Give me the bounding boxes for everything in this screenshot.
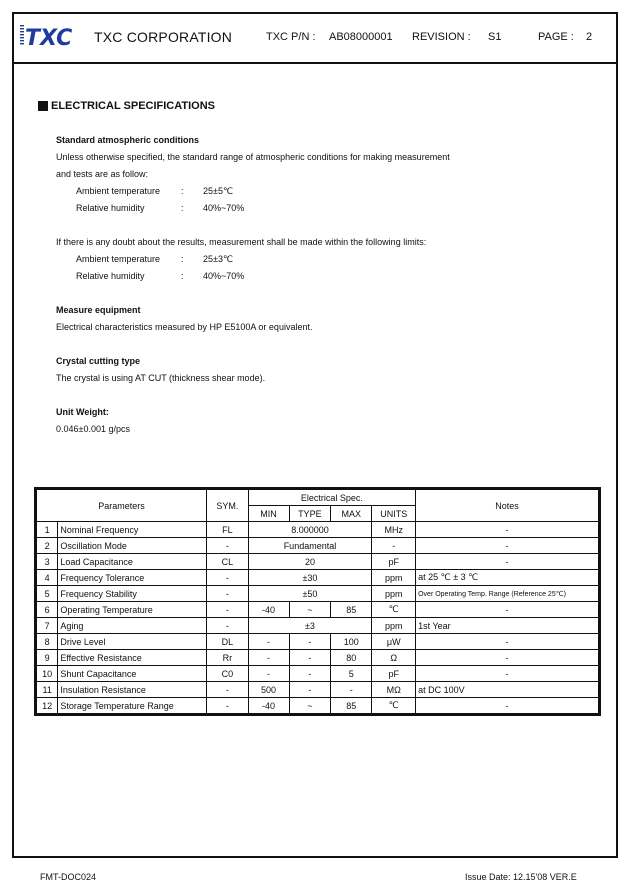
row-number: 6 [36,602,58,618]
row-number: 2 [36,538,58,554]
row-number: 10 [36,666,58,682]
row-units: pF [372,666,416,682]
row-notes: at 25 ℃ ± 3 ℃ [416,570,600,586]
table-row [36,634,600,650]
row-number: 8 [36,634,58,650]
header-notes: Notes [416,489,600,522]
atmos-line2: and tests are as follow: [56,169,149,179]
row-max: 85 [331,698,372,715]
header-min: MIN [248,506,289,522]
table-row [36,538,600,554]
row-symbol: - [207,618,248,634]
page-label: PAGE : [538,31,574,43]
row-symbol: - [207,602,248,618]
row-parameter: Shunt Capacitance [58,666,207,682]
row-symbol: - [207,682,248,698]
measure-text: Electrical characteristics measured by HP E5100A or equivalent. [56,322,313,332]
row-symbol: DL [207,634,248,650]
row-max: 85 [331,602,372,618]
row-min: - [248,634,289,650]
revision-value: S1 [488,31,502,43]
pn-value: AB08000001 [329,31,393,43]
humidity2-label: Relative humidity [76,271,145,281]
weight-heading: Unit Weight: [56,407,109,417]
row-notes: - [416,666,600,682]
revision-label: REVISION : [412,31,471,43]
row-notes: - [416,538,600,554]
table-row [36,698,600,715]
row-units: - [372,538,416,554]
row-type: ~ [289,602,331,618]
row-type: - [289,650,331,666]
table-row [36,570,600,586]
row-spec-value: ±30 [248,570,372,586]
row-spec-value: ±50 [248,586,372,602]
colon: : [181,271,184,281]
row-notes: - [416,650,600,666]
row-symbol: - [207,698,248,715]
bullet-square-icon [38,101,48,111]
table-row [36,586,600,602]
header-max: MAX [331,506,372,522]
table-row [36,650,600,666]
row-symbol: C0 [207,666,248,682]
section-title-text: ELECTRICAL SPECIFICATIONS [51,100,215,112]
row-min: -40 [248,602,289,618]
table-row [36,666,600,682]
ambient-temp-value: 25±5℃ [203,186,234,196]
humidity2-value: 40%~70% [203,271,245,281]
header-units: UNITS [372,506,416,522]
colon: : [181,186,184,196]
row-notes: - [416,522,600,538]
row-units: ppm [372,618,416,634]
table-row [36,682,600,698]
crystal-heading: Crystal cutting type [56,356,141,366]
row-notes: - [416,602,600,618]
row-number: 1 [36,522,58,538]
table-header-row [36,489,600,506]
row-symbol: - [207,586,248,602]
crystal-text: The crystal is using AT CUT (thickness shear mode). [56,373,266,383]
row-notes: at DC 100V [416,682,600,698]
row-units: μW [372,634,416,650]
footer-issue-date: Issue Date: 12.15'08 VER.E [465,872,577,882]
row-notes: - [416,698,600,715]
pn-label: TXC P/N : [266,31,316,43]
table-row [36,522,600,538]
company-name: TXC CORPORATION [94,29,233,45]
row-max: 100 [331,634,372,650]
row-type: ~ [289,698,331,715]
humidity-label: Relative humidity [76,203,145,213]
table-row [36,618,600,634]
row-spec-value: 20 [248,554,372,570]
weight-text: 0.046±0.001 g/pcs [56,424,130,434]
row-units: Ω [372,650,416,666]
doubt-line: If there is any doubt about the results, measurement shall be made within the following limits: [56,237,427,247]
page-header [14,14,616,64]
row-units: ℃ [372,698,416,715]
row-number: 12 [36,698,58,715]
row-number: 3 [36,554,58,570]
footer-doc-code: FMT-DOC024 [40,872,97,882]
row-notes: - [416,554,600,570]
txc-logo [20,23,80,49]
measure-heading: Measure equipment [56,305,141,315]
row-symbol: Rr [207,650,248,666]
section-title [38,100,215,112]
row-max: - [331,682,372,698]
row-parameter: Frequency Tolerance [58,570,207,586]
row-parameter: Aging [58,618,207,634]
row-notes: 1st Year [416,618,600,634]
row-symbol: CL [207,554,248,570]
row-number: 11 [36,682,58,698]
header-electrical-spec: Electrical Spec. [248,489,416,506]
row-units: ppm [372,570,416,586]
svg-text:TXC: TXC [25,26,73,49]
row-units: MΩ [372,682,416,698]
page-frame [12,12,618,858]
header-parameters: Parameters [36,489,207,522]
row-units: pF [372,554,416,570]
row-symbol: - [207,570,248,586]
row-units: ℃ [372,602,416,618]
row-spec-value: Fundamental [248,538,372,554]
row-notes: Over Operating Temp. Range (Reference 25℃) [416,586,600,602]
row-notes: - [416,634,600,650]
row-type: - [289,666,331,682]
row-units: MHz [372,522,416,538]
atmos-heading: Standard atmospheric conditions [56,135,200,145]
row-spec-value: ±3 [248,618,372,634]
row-number: 9 [36,650,58,666]
row-parameter: Storage Temperature Range [58,698,207,715]
row-number: 7 [36,618,58,634]
row-type: - [289,634,331,650]
colon: : [181,254,184,264]
electrical-spec-table [34,487,601,716]
row-min: -40 [248,698,289,715]
row-min: 500 [248,682,289,698]
row-parameter: Oscillation Mode [58,538,207,554]
row-type: - [289,682,331,698]
row-spec-value: 8.000000 [248,522,372,538]
page-number: 2 [586,31,593,43]
row-symbol: FL [207,522,248,538]
table-row [36,554,600,570]
row-max: 80 [331,650,372,666]
ambient-temp-label: Ambient temperature [76,186,161,196]
row-min: - [248,666,289,682]
row-parameter: Operating Temperature [58,602,207,618]
row-number: 5 [36,586,58,602]
row-parameter: Frequency Stability [58,586,207,602]
row-symbol: - [207,538,248,554]
row-parameter: Drive Level [58,634,207,650]
row-parameter: Nominal Frequency [58,522,207,538]
row-number: 4 [36,570,58,586]
ambient-temp2-label: Ambient temperature [76,254,161,264]
row-parameter: Effective Resistance [58,650,207,666]
ambient-temp2-value: 25±3℃ [203,254,234,264]
table-row [36,602,600,618]
header-sym: SYM. [207,489,248,522]
colon: : [181,203,184,213]
row-min: - [248,650,289,666]
row-parameter: Load Capacitance [58,554,207,570]
humidity-value: 40%~70% [203,203,245,213]
header-type: TYPE [289,506,331,522]
row-max: 5 [331,666,372,682]
atmos-line1: Unless otherwise specified, the standard range of atmospheric conditions for making measurement [56,152,450,162]
row-parameter: Insulation Resistance [58,682,207,698]
row-units: ppm [372,586,416,602]
